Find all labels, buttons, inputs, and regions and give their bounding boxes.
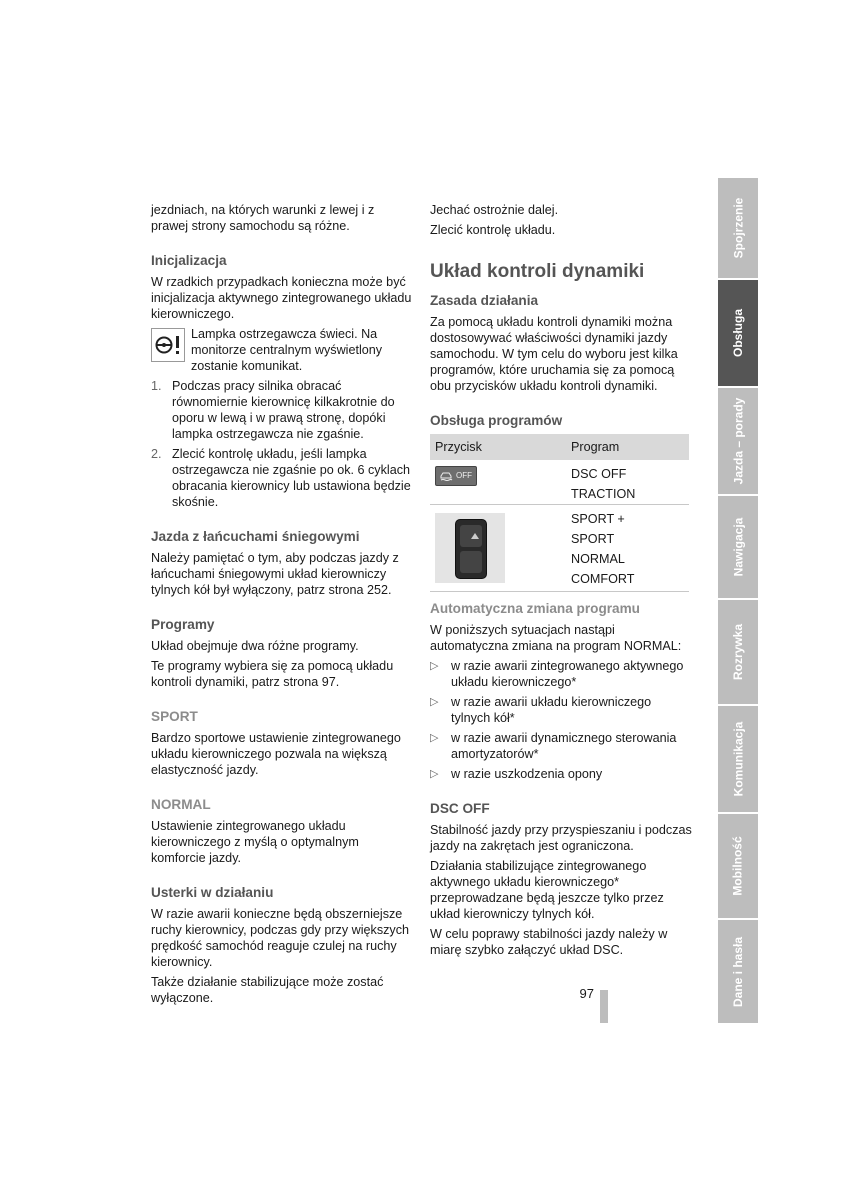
chains-heading: Jazda z łańcuchami śniegowymi: [151, 529, 360, 544]
intro-text: jezdniach, na których warunki z lewej i z prawej strony samochodu są różne.: [151, 203, 375, 233]
tab-spojrzenie[interactable]: Spojrzenie: [718, 178, 758, 278]
right-column: [430, 202, 692, 962]
faults-heading: Usterki w działaniu: [151, 885, 274, 900]
faults-text-2: Także działanie stabilizujące może zostać wyłączone.: [151, 975, 384, 1005]
operation-heading: Obsługa programów: [430, 413, 563, 428]
table-row: [430, 505, 689, 592]
init-steps: [151, 378, 413, 510]
program-name: DSC OFF: [571, 467, 627, 481]
auto-text: W poniższych sytuacjach nastąpi automatyczna zmiana na program NORMAL:: [430, 623, 682, 653]
triangle-bullet-icon: ▷: [430, 768, 439, 780]
tab-dane-i-hasla[interactable]: Dane i hasła: [718, 920, 758, 1023]
triangle-bullet-icon: ▷: [430, 696, 439, 708]
page-number: 97: [579, 986, 594, 1001]
init-text: W rzadkich przypadkach konieczna może być inicjalizacja aktywnego zintegrowanego układu kierowniczego.: [151, 275, 412, 321]
top-text-2: Zlecić kontrolę układu.: [430, 223, 556, 237]
table-header-button: Przycisk: [430, 434, 566, 460]
dsc-text-3: W celu poprawy stabilności jazdy należy w miarę szybko załączyć układ DSC.: [430, 927, 668, 957]
normal-text: Ustawienie zintegrowanego układu kierowniczego z myślą o optymalnym komforcie jazdy.: [151, 819, 359, 865]
steering-warning-icon: [151, 328, 185, 362]
list-item: ▷ w razie awarii dynamicznego sterowania amortyzatorów*: [430, 731, 677, 761]
rocker-switch-icon: [435, 513, 505, 583]
note-text: Lampka ostrzegawcza świeci. Na monitorze centralnym wyświetlony zostanie komunikat.: [191, 327, 383, 373]
triangle-bullet-icon: ▷: [430, 732, 439, 744]
tab-komunikacja[interactable]: Komunikacja: [718, 706, 758, 812]
tab-rozrywka[interactable]: Rozrywka: [718, 600, 758, 704]
init-heading: Inicjalizacja: [151, 253, 227, 268]
table-header-row: [430, 434, 689, 460]
program-name: NORMAL: [571, 552, 625, 566]
button-off-label: OFF: [456, 471, 472, 480]
tab-mobilnosc[interactable]: Mobilność: [718, 814, 758, 918]
chains-text: Należy pamiętać o tym, aby podczas jazdy z łańcuchami śniegowymi układ kierowniczy tylnych kół był wyłączony, patrz strona 252.: [151, 551, 399, 597]
sport-text: Bardzo sportowe ustawienie zintegrowanego układu kierowniczego pozwala na większą elastyczność jazdy.: [151, 731, 401, 777]
program-name: SPORT +: [571, 512, 625, 526]
list-item: ▷ w razie uszkodzenia opony: [430, 767, 603, 781]
car-skid-icon: [439, 470, 453, 482]
programs-text-2: Te programy wybiera się za pomocą układu kontroli dynamiki, patrz strona 97.: [151, 659, 394, 689]
program-name: SPORT: [571, 532, 615, 546]
principle-text: Za pomocą układu kontroli dynamiki można dostosowywać właściwości dynamiki jazdy samochodu. W tym celu do wyboru jest kilka programów, które uruchamia się za pomocą obu przycisków układu kontroli dynamiki.: [430, 315, 678, 393]
dsc-heading: DSC OFF: [430, 801, 490, 816]
list-item: 1. Podczas pracy silnika obracać równomiernie kierownicę kilkakrotnie do oporu w lewą i w prawą stronę, dopóki lampka ostrzegawcza nie zgaśnie.: [151, 379, 395, 441]
programs-text-1: Układ obejmuje dwa różne programy.: [151, 639, 359, 653]
list-item: ▷ w razie awarii zintegrowanego aktywnego układu kierowniczego*: [430, 659, 684, 689]
warning-note: [151, 326, 413, 374]
dsc-text-2: Działania stabilizujące zintegrowanego aktywnego układu kierowniczego* przeprowadzane będą jeszcze tylko przez układ kierowniczy tylnych kół.: [430, 859, 664, 921]
table-header-program: Program: [566, 434, 689, 460]
triangle-bullet-icon: ▷: [430, 660, 439, 672]
list-item: 2. Zlecić kontrolę układu, jeśli lampka ostrzegawcza nie zgaśnie po ok. 6 cyklach obracania kierownicy lub ustawiona będzie skośnie.: [151, 447, 411, 509]
sport-heading: SPORT: [151, 709, 198, 724]
chapter-tabs: [718, 178, 758, 1023]
page-number-bar: [600, 990, 608, 1023]
tab-jazda-porady[interactable]: Jazda – porady: [718, 388, 758, 494]
main-heading: Układ kontroli dynamiki: [430, 261, 645, 282]
list-item: ▷ w razie awarii układu kierowniczego tylnych kół*: [430, 695, 652, 725]
table-row: [430, 460, 689, 505]
top-text-1: Jechać ostrożnie dalej.: [430, 203, 559, 217]
auto-heading: Automatyczna zmiana programu: [430, 601, 640, 616]
tab-nawigacja[interactable]: Nawigacja: [718, 496, 758, 598]
auto-list: [430, 658, 692, 782]
programs-table: [430, 434, 689, 592]
tab-obsluga[interactable]: Obsługa: [718, 280, 758, 386]
dsc-off-button-icon: [435, 466, 477, 486]
left-column: [151, 202, 413, 1010]
principle-heading: Zasada działania: [430, 293, 539, 308]
program-name: TRACTION: [571, 487, 636, 501]
programs-heading: Programy: [151, 617, 215, 632]
dsc-text-1: Stabilność jazdy przy przyspieszaniu i podczas jazdy na zakrętach jest ograniczona.: [430, 823, 692, 853]
normal-heading: NORMAL: [151, 797, 211, 812]
faults-text-1: W razie awarii konieczne będą obszerniejsze ruchy kierownicy, podczas gdy przy większych prędkość samochód reaguje czulej na ruchy kierownicy.: [151, 907, 410, 969]
program-name: COMFORT: [571, 572, 635, 586]
